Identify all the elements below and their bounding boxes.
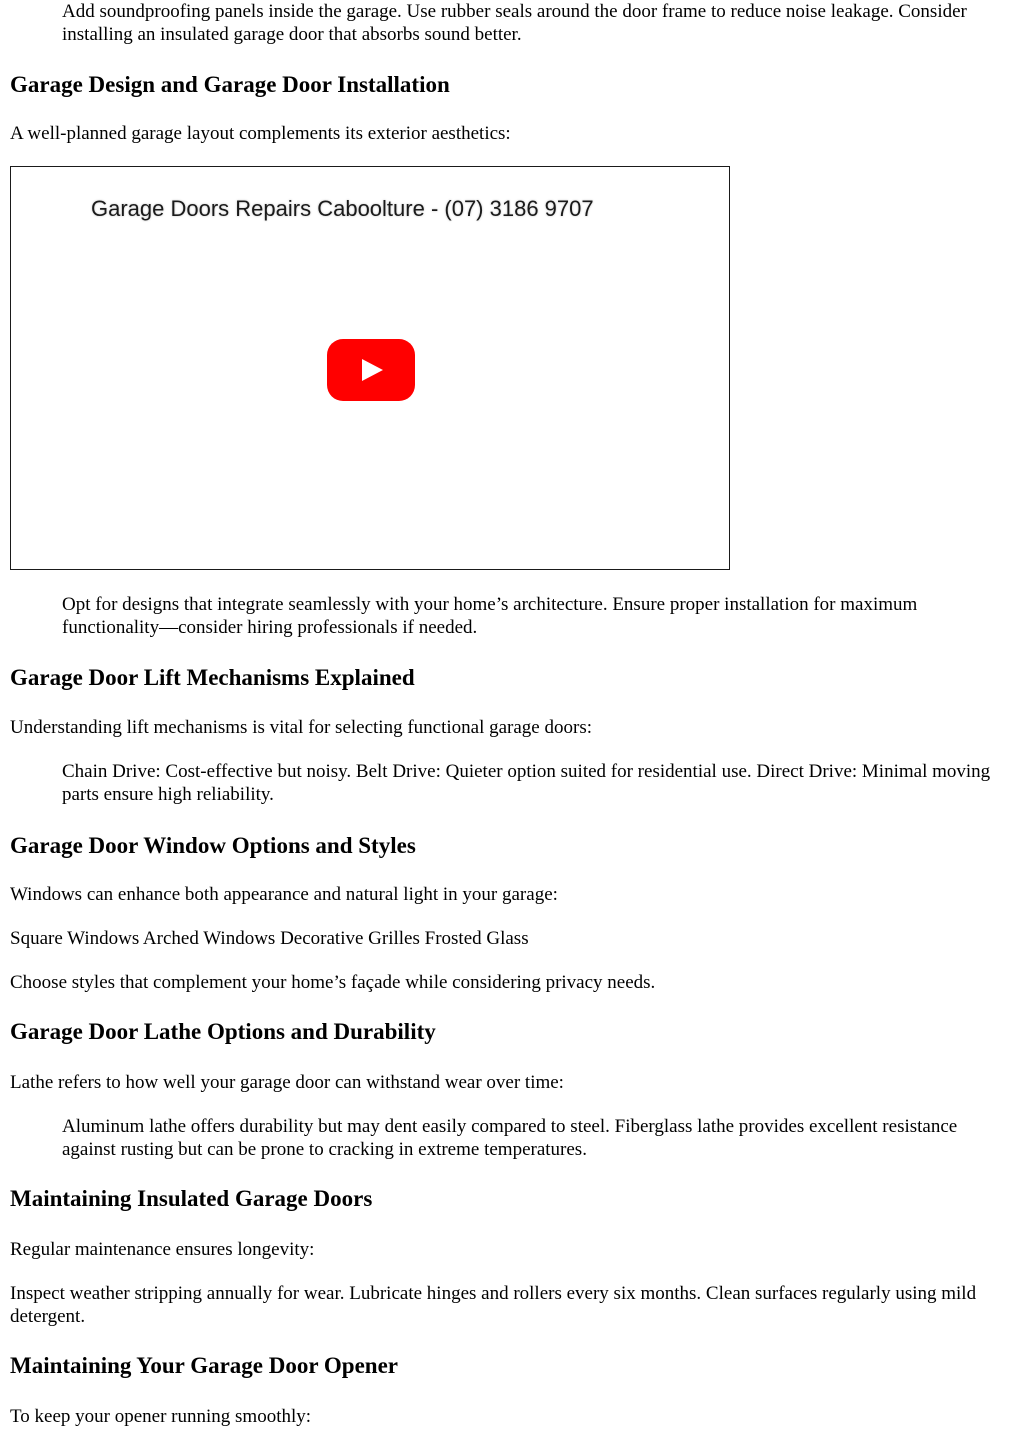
video-title[interactable]: Garage Doors Repairs Caboolture - (07) 3186 9707	[91, 196, 594, 221]
lathe-list-paragraph: Aluminum lathe offers durability but may dent easily compared to steel. Fiberglass lathe provides excellent resistance against rusting but can be prone to cracking in extreme temperatures.	[62, 1116, 958, 1160]
heading-lift-mechanisms: Garage Door Lift Mechanisms Explained	[10, 665, 415, 690]
window-choose-text: Choose styles that complement your home’s façade while considering privacy needs.	[10, 972, 656, 993]
lathe-intro-text: Lathe refers to how well your garage door can withstand wear over time:	[10, 1072, 564, 1093]
window-styles-list: Square Windows Arched Windows Decorative Grilles Frosted Glass	[10, 928, 529, 949]
heading-garage-design: Garage Design and Garage Door Installation	[10, 72, 450, 97]
heading-window-options: Garage Door Window Options and Styles	[10, 833, 416, 858]
intro-paragraph: Add soundproofing panels inside the garage. Use rubber seals around the door frame to reduce noise leakage. Consider installing an insulated garage door that absorbs sound better.	[62, 1, 967, 45]
heading-door-opener: Maintaining Your Garage Door Opener	[10, 1353, 399, 1378]
insulated-tips-paragraph: Inspect weather stripping annually for wear. Lubricate hinges and rollers every six months. Clean surfaces regularly using mild detergent.	[10, 1283, 977, 1327]
heading-insulated-doors: Maintaining Insulated Garage Doors	[10, 1186, 373, 1211]
heading-lathe-options: Garage Door Lathe Options and Durability	[10, 1019, 436, 1044]
lift-intro-text: Understanding lift mechanisms is vital for selecting functional garage doors:	[10, 717, 592, 738]
opener-intro-text: To keep your opener running smoothly:	[10, 1406, 312, 1427]
youtube-play-icon[interactable]	[327, 339, 415, 401]
lift-list-paragraph: Chain Drive: Cost-effective but noisy. Belt Drive: Quieter option suited for residential use. Direct Drive: Minimal moving parts ensure high reliability.	[62, 761, 991, 805]
window-intro-text: Windows can enhance both appearance and natural light in your garage:	[10, 884, 558, 905]
design-intro-text: A well-planned garage layout complements its exterior aesthetics:	[10, 123, 511, 144]
video-embed[interactable]	[10, 166, 730, 570]
design-tips-paragraph: Opt for designs that integrate seamlessly with your home’s architecture. Ensure proper installation for maximum functionality—consider hiring professionals if needed.	[62, 594, 918, 638]
insulated-intro-text: Regular maintenance ensures longevity:	[10, 1239, 315, 1260]
